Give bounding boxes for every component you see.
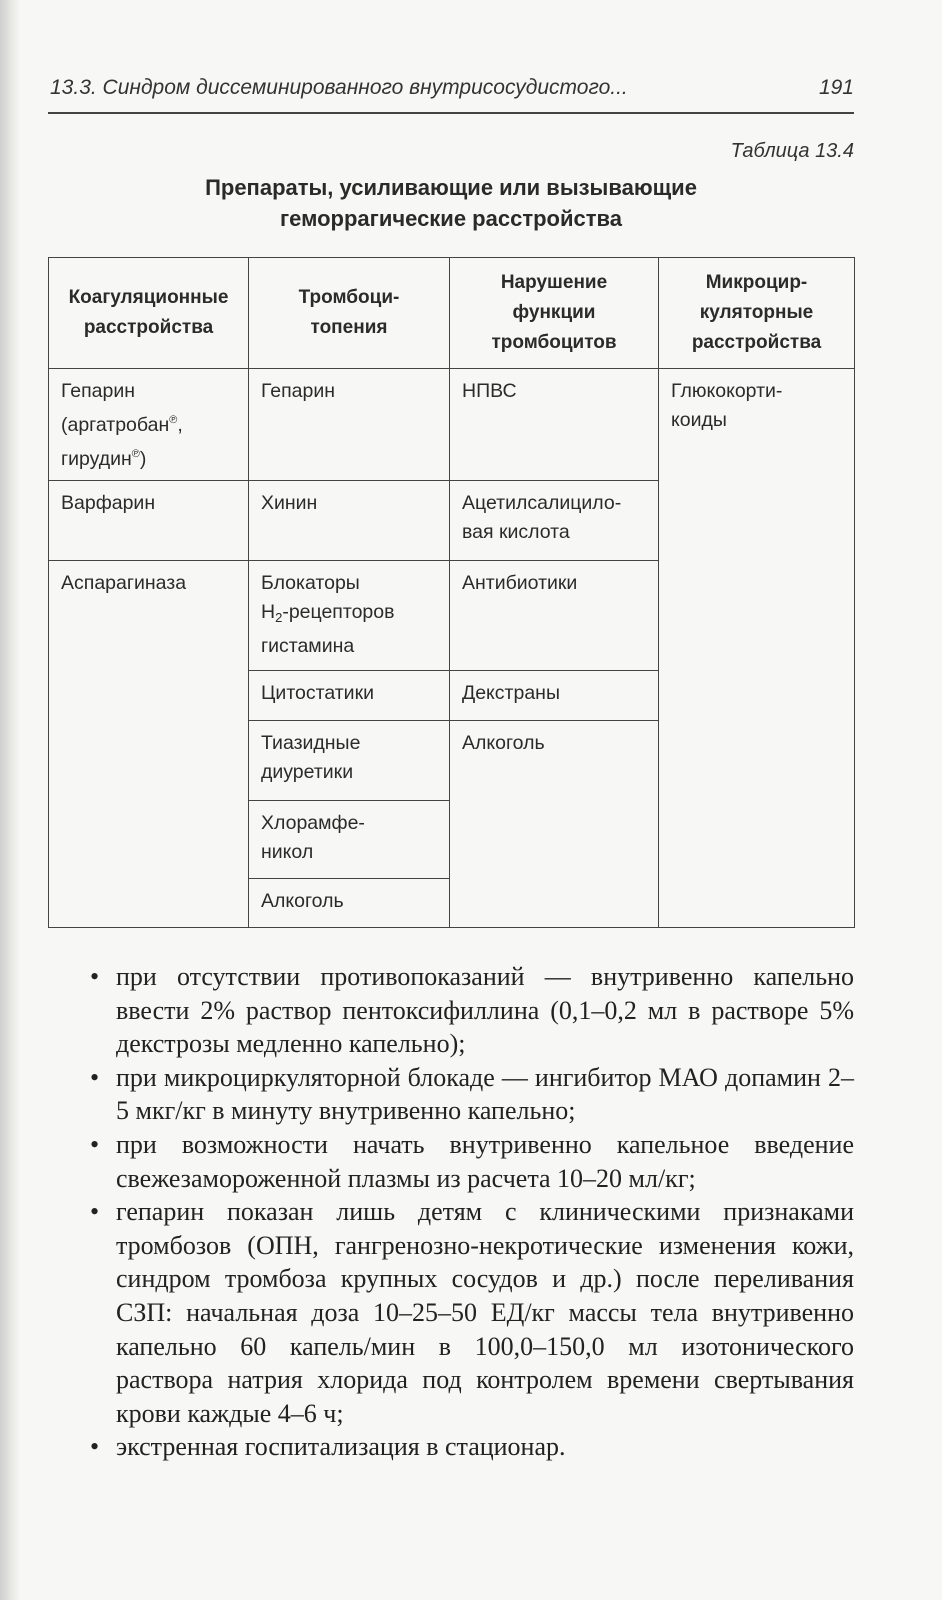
column-header-microcirculatory: Микроцир- куляторные расстройства	[659, 258, 855, 369]
table-cell: Хинин	[249, 481, 450, 561]
bullet-dot: •	[90, 1062, 100, 1092]
book-spine-shadow	[0, 0, 20, 1600]
table-cell: Ацетилсалицило- вая кислота	[450, 481, 659, 561]
table-cell: НПВС	[450, 369, 659, 481]
table-cell: Варфарин	[49, 481, 249, 561]
list-item: • при возможности начать внутривенно капельное введение свежезамороженной плазмы из расчета 10–20 мл/кг;	[90, 1129, 854, 1193]
table-cell: Цитостатики	[249, 671, 450, 721]
table-row	[49, 369, 855, 481]
table-cell: Тиазидные диуретики	[249, 721, 450, 801]
table-cell: Антибиотики	[450, 561, 659, 671]
table-cell: Алкоголь	[450, 721, 659, 928]
table-title	[48, 172, 854, 234]
table-cell: Декстраны	[450, 671, 659, 721]
table-cell: Хлорамфе- никол	[249, 801, 450, 879]
table-cell: Гепарин (аргатробан℗, гирудин℗)	[49, 369, 249, 481]
table-cell: Блокаторы $H_2$-рецепторов гистамина	[249, 561, 450, 671]
bullet-dot: •	[90, 1129, 100, 1159]
table-cell: Аспарагиназа	[49, 561, 249, 928]
list-item: • экстренная госпитализация в стационар.	[88, 1430, 854, 1464]
bullet-dot: •	[90, 1432, 100, 1462]
table-number: Таблица 13.4	[730, 140, 854, 162]
table-title-line: геморрагические расстройства	[280, 206, 622, 231]
drug-table	[48, 257, 855, 928]
column-header-platelet-dysfunction: Нарушение функции тромбоцитов	[450, 258, 659, 369]
list-item: • при микроциркуляторной блокаде — ингибитор МАО допамин 2–5 мкг/кг в минуту внутривенно капельно;	[90, 1062, 854, 1126]
running-title: 13.3. Синдром диссеминированного внутрисосудистого...	[50, 76, 628, 99]
table-header-row	[49, 258, 855, 369]
header-rule	[48, 112, 854, 114]
list-item: • гепарин показан лишь детям с клиническими признаками тромбозов (ОПН, гангренозно-некротические изменения кожи, синдром тромбоза крупных сосудов и др.) после переливания СЗП: начальная доза 10–25–50 ЕД/кг массы тела внутривенно капельно 60 капель/мин в 100,0–150,0 мл изотонического раствора натрия хлорида под контролем времени свертывания крови каждые 4–6 ч;	[90, 1197, 854, 1428]
table-cell: Глюкокорти- коиды	[659, 369, 855, 928]
bullet-dot: •	[90, 962, 100, 991]
page-number: 191	[818, 76, 854, 99]
column-header-thrombocytopenia: Тромбоци- топения	[249, 258, 450, 369]
table-cell: Гепарин	[249, 369, 450, 481]
bullet-list	[88, 960, 854, 1464]
table-cell: Алкоголь	[249, 879, 450, 928]
running-header	[50, 76, 854, 100]
column-header-coagulation: Коагуляционные расстройства	[49, 258, 249, 369]
list-item: • при отсутствии противопоказаний — внутривенно капельно ввести 2% раствор пентоксифиллина (0,1–0,2 мл в растворе 5% декстрозы медленно капельно);	[90, 962, 854, 1059]
table-title-line: Препараты, усиливающие или вызывающие	[205, 175, 697, 200]
bullet-dot: •	[90, 1197, 100, 1227]
